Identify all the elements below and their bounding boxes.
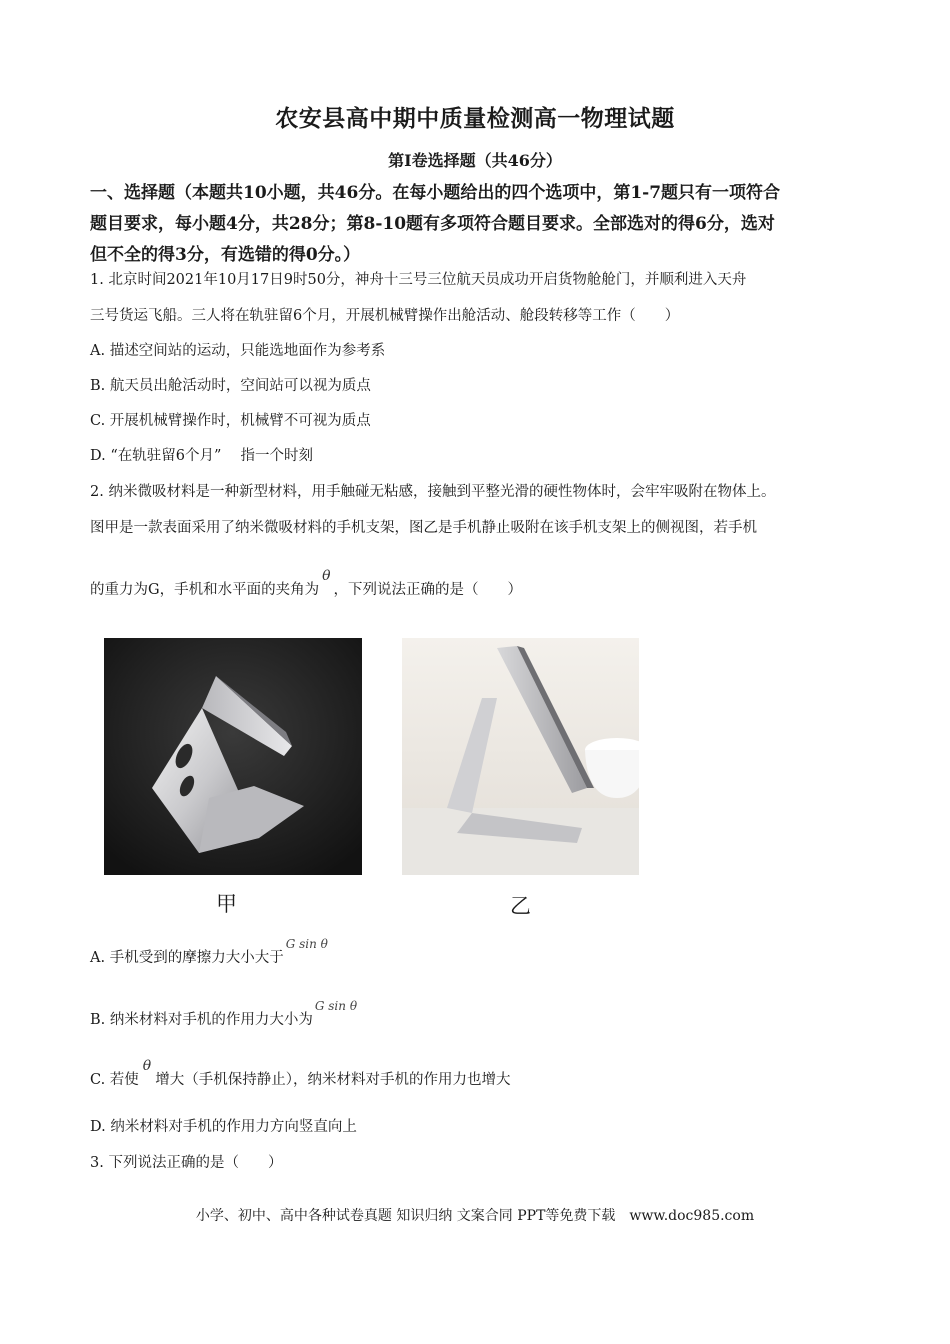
q2-option-b-formula: G sin θ	[314, 999, 358, 1013]
q2-stem-line3-text-b: ，下列说法正确的是（ ）	[333, 582, 523, 598]
q1-stem-line2: 三号货运飞船。三人将在轨驻留6个月，开展机械臂操作出舱活动、舱段转移等工作（ ）	[90, 308, 680, 324]
section-subtitle: 第Ⅰ卷选择题（共46分）	[388, 151, 562, 170]
q2-option-a-formula: G sin θ	[285, 937, 328, 951]
q2-option-c-text-b: 增大（手机保持静止），纳米材料对手机的作用力也增大	[155, 1072, 511, 1088]
phone-on-stand-photo-yi	[402, 638, 639, 875]
phone-stand-photo-jia	[104, 638, 362, 875]
section-instructions-line3: 但不全的得3分，有选错的得0分。）	[90, 245, 361, 265]
q2-option-c-theta: θ	[142, 1058, 152, 1074]
figure-caption-yi: 乙	[510, 894, 531, 918]
q2-stem-line2: 图甲是一款表面采用了纳米微吸材料的手机支架，图乙是手机静止吸附在该手机支架上的侧视图，若手机	[90, 520, 757, 536]
q1-option-a: A. 描述空间站的运动，只能选地面作为参考系	[90, 343, 386, 359]
page-footer: 小学、初中、高中各种试卷真题 知识归纳 文案合同 PPT等免费下载 www.doc985.com	[195, 1208, 755, 1224]
q2-stem-line1: 2. 纳米微吸材料是一种新型材料，用手触碰无粘感，接触到平整光滑的硬性物体时，会牢牢吸附在物体上。	[90, 484, 776, 500]
q1-option-b: B. 航天员出舱活动时，空间站可以视为质点	[90, 378, 371, 394]
page-title: 农安县高中期中质量检测高一物理试题	[275, 105, 675, 132]
q2-option-c	[90, 1058, 511, 1089]
q1-option-d: D. “在轨驻留6个月” 指一个时刻	[90, 448, 313, 464]
q2-option-c-text-a: C. 若使	[90, 1072, 139, 1088]
q2-stem-line3-text-a: 的重力为G，手机和水平面的夹角为	[90, 582, 320, 598]
figure-caption-jia: 甲	[216, 892, 237, 916]
theta-symbol: θ	[322, 568, 331, 584]
q3-stem-line1: 3. 下列说法正确的是（ ）	[90, 1155, 283, 1171]
q2-option-b-text: B. 纳米材料对手机的作用力大小为	[90, 1012, 313, 1028]
q2-stem-line3	[90, 568, 523, 599]
q1-stem-line1: 1. 北京时间2021年10月17日9时50分，神舟十三号三位航天员成功开启货物舱舱门，并顺利进入天舟	[90, 272, 747, 288]
q2-option-a-text: A. 手机受到的摩擦力大小大于	[90, 950, 284, 966]
q1-option-c: C. 开展机械臂操作时，机械臂不可视为质点	[90, 413, 371, 429]
q2-option-d: D. 纳米材料对手机的作用力方向竖直向上	[90, 1119, 357, 1135]
section-instructions-line1: 一、选择题（本题共10小题，共46分。在每小题给出的四个选项中，第1-7题只有一项符合	[90, 183, 781, 203]
section-instructions-line2: 题目要求，每小题4分，共28分；第8-10题有多项符合题目要求。全部选对的得6分，选对	[90, 214, 775, 234]
